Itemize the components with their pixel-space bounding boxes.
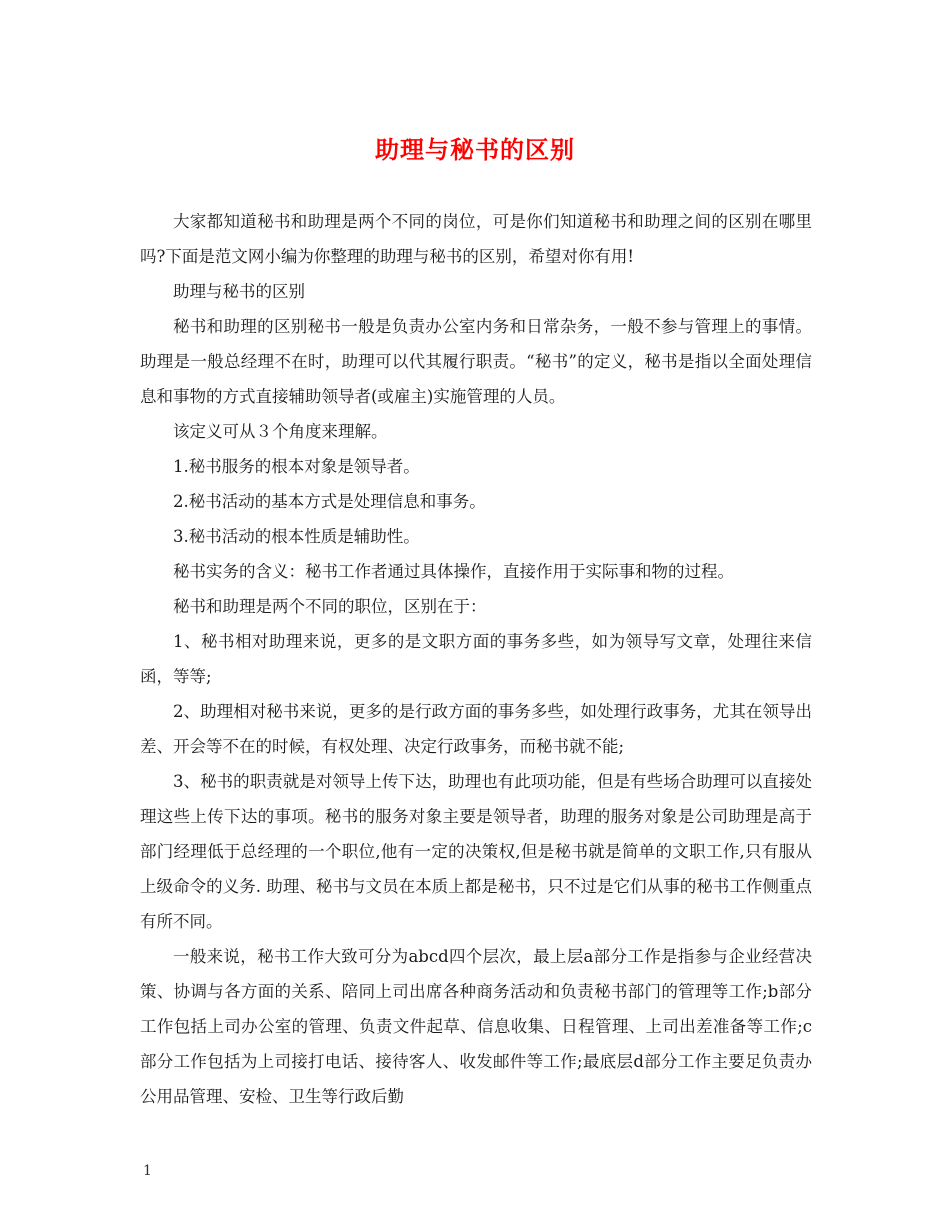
paragraph-subheading: 助理与秘书的区别	[173, 282, 305, 301]
document-title: 助理与秘书的区别	[375, 135, 575, 164]
paragraph-three-angles: 该定义可从３个角度来理解。	[173, 422, 388, 441]
paragraph-abcd-levels: 一般来说，秘书工作大致可分为abcd四个层次，最上层a部分工作是指参与企业经营决策、协调与各方面的关系、陪同上司出席各种商务活动和负责秘书部门的管理等工作;b部分工作包括上司办公室的管理、负责文件起草、信息收集、日程管理、上司出差准备等工作;c部分工作包括为上司接打电话、接待客人、收发邮件等工作;最底层d部分工作主要足负责办公用品管理、安检、卫生等行政后勤	[140, 947, 812, 1106]
page-number: 1	[143, 1163, 152, 1179]
list-item-2: 2.秘书活动的基本方式是处理信息和事务。	[173, 492, 486, 511]
difference-point-1: 1、秘书相对助理来说，更多的是文职方面的事务多些，如为领导写文章，处理往来信函，等等;	[140, 632, 812, 686]
difference-point-3: 3、秘书的职责就是对领导上传下达，助理也有此项功能，但是有些场合助理可以直接处理这些上传下达的事项。秘书的服务对象主要是领导者，助理的服务对象是公司助理是高于部门经理低于总经理的一个职位,他有一定的决策权,但是秘书就是简单的文职工作,只有服从上级命令的义务. 助理、秘书与文员在本质上都是秘书，只不过是它们从事的秘书工作侧重点有所不同。	[140, 772, 812, 931]
paragraph-practice-meaning: 秘书实务的含义：秘书工作者通过具体操作，直接作用于实际事和物的过程。	[173, 562, 734, 581]
paragraph-definition: 秘书和助理的区别秘书一般是负责办公室内务和日常杂务，一般不参与管理上的事情。助理是一般总经理不在时，助理可以代其履行职责。“秘书”的定义，秘书是指以全面处理信息和事物的方式直接辅助领导者(或雇主)实施管理的人员。	[140, 317, 812, 406]
document-body	[140, 204, 812, 1114]
difference-point-2: 2、助理相对秘书来说，更多的是行政方面的事务多些，如处理行政事务，尤其在领导出差、开会等不在的时候，有权处理、决定行政事务，而秘书就不能;	[140, 702, 812, 756]
paragraph-intro: 大家都知道秘书和助理是两个不同的岗位，可是你们知道秘书和助理之间的区别在哪里吗?下面是范文网小编为你整理的助理与秘书的区别，希望对你有用!	[140, 212, 812, 266]
list-item-3: 3.秘书活动的根本性质是辅助性。	[173, 527, 420, 546]
paragraph-difference-intro: 秘书和助理是两个不同的职位，区别在于：	[173, 597, 487, 616]
list-item-1: 1.秘书服务的根本对象是领导者。	[173, 457, 420, 476]
